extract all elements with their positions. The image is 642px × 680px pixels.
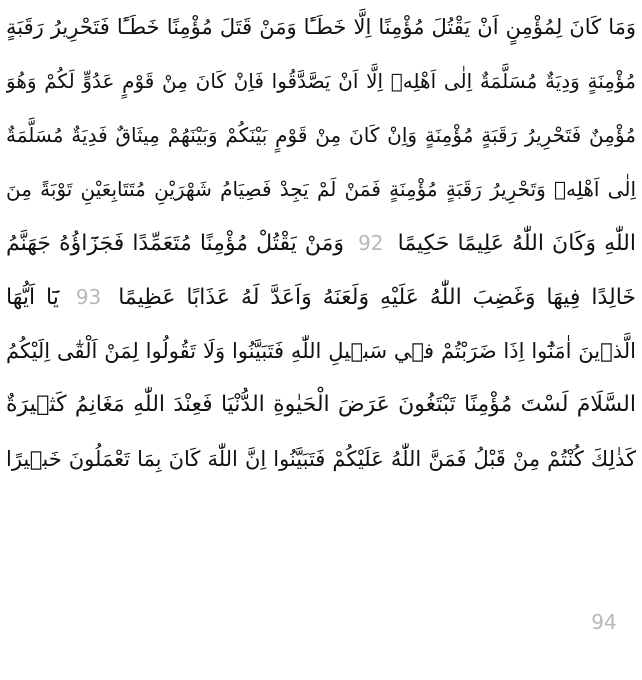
- verse-line-7: الَّذ۪ينَ اٰمَنُٓوا اِذَا ضَرَبْتُمْ ف۪ي سَب۪يلِ اللّٰهِ فَتَبَيَّنُوا وَلَا تَقُولُوا لِمَنْ اَلْقٰٓى اِلَيْكُمُ: [6, 339, 636, 363]
- verse-text-segment: خَالِدًا فِيهَا وَغَضِبَ اللّٰهُ عَلَيْهِ وَلَعَنَهُ وَاَعَدَّ لَهُ عَذَابًا عَظِيمًا: [118, 285, 636, 310]
- verse-line-3: مُؤْمِنٌ فَتَحْرِيرُ رَقَبَةٍ مُؤْمِنَةٍ وَاِنْ كَانَ مِنْ قَوْمٍ بَيْنَكُمْ وَبَيْنَهُمْ مِيثَاقٌ فَدِيَةٌ مُسَلَّمَةٌ: [6, 123, 636, 147]
- verse-line-5: [6, 218, 636, 268]
- verse-line-1: وَمَا كَانَ لِمُؤْمِنٍ اَنْ يَقْتُلَ مُؤْمِنًا اِلَّا خَطَـًٔا وَمَنْ قَتَلَ مُؤْمِنًا خَطَـًٔا فَتَحْرِيرُ رَقَبَةٍ: [6, 15, 636, 39]
- verse-line-9: كَذٰلِكَ كُنْتُمْ مِنْ قَبْلُ فَمَنَّ اللّٰهُ عَلَيْكُمْ فَتَبَيَّنُوا اِنَّ اللّٰهَ كَانَ بِمَا تَعْمَلُونَ خَب۪يرًا: [6, 447, 636, 471]
- verse-line-6: [6, 272, 636, 322]
- verse-text-segment: يَٓا اَيُّهَا: [6, 285, 59, 310]
- verse-number-marker: 92: [358, 231, 384, 255]
- verse-line-8: السَّلَامَ لَسْتَ مُؤْمِنًا تَبْتَغُونَ عَرَضَ الْحَيٰوةِ الدُّنْيَا فَعِنْدَ اللّٰهِ مَغَانِمُ كَث۪يرَةٌ: [6, 392, 636, 417]
- verse-text-segment: اللّٰهِ وَكَانَ اللّٰهُ عَلِيمًا حَكِيمًا: [397, 231, 636, 256]
- verse-number-marker: 93: [75, 285, 102, 309]
- verse-line-2: مُؤْمِنَةٍ وَدِيَةٌ مُسَلَّمَةٌ اِلٰى اَهْلِه۪ اِلَّا اَنْ يَصَّدَّقُوا فَاِنْ كَانَ مِنْ قَوْمٍ عَدُوٍّ لَكُمْ وَهُوَ: [6, 69, 636, 93]
- verse-text-segment: وَمَنْ يَقْتُلْ مُؤْمِنًا مُتَعَمِّدًا فَجَزَٓاؤُهُ جَهَنَّمُ: [6, 231, 344, 256]
- verse-number-marker: 94: [591, 610, 617, 634]
- verse-line-4: اِلٰى اَهْلِه۪ وَتَحْرِيرُ رَقَبَةٍ مُؤْمِنَةٍ فَمَنْ لَمْ يَجِدْ فَصِيَامُ شَهْرَيْنِ مُتَتَابِعَيْنِ تَوْبَةً مِنَ: [6, 177, 636, 201]
